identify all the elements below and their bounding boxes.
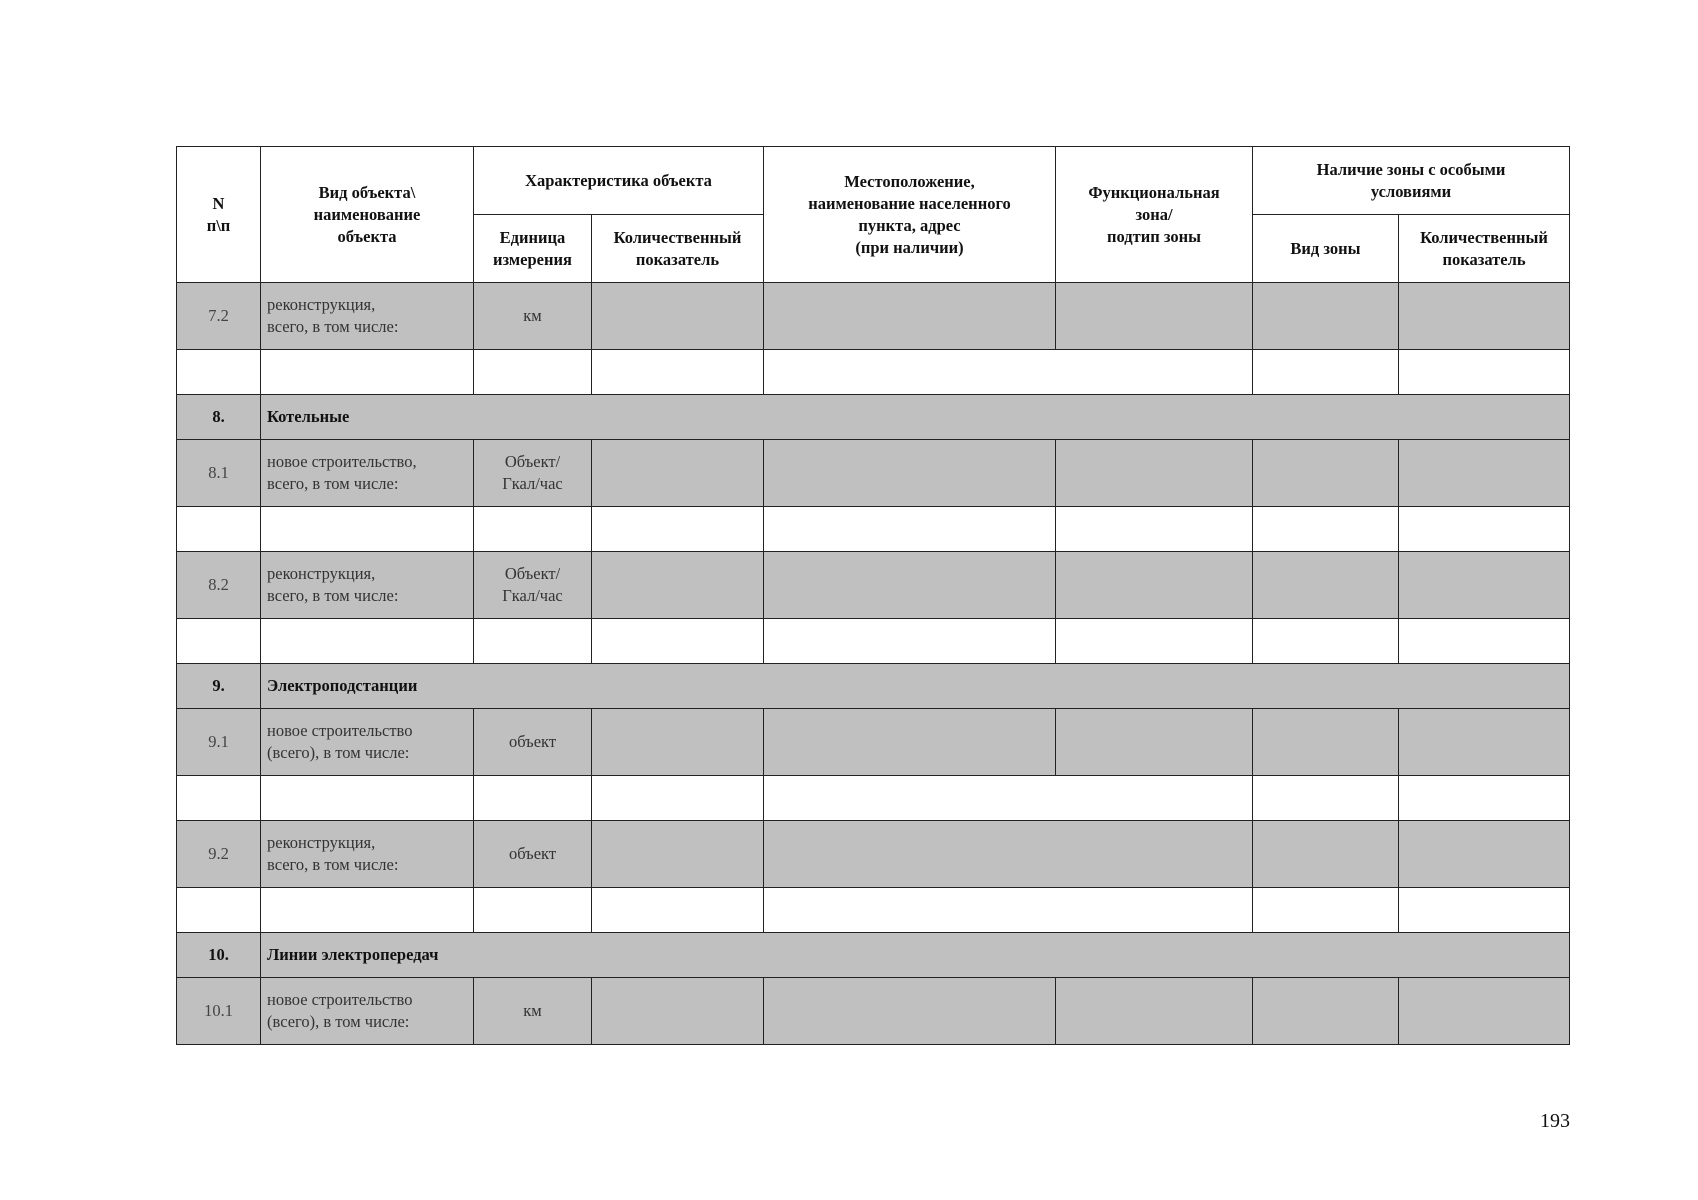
- row-name: реконструкция, всего, в том числе:: [261, 283, 474, 350]
- row-zone-quantity: [1399, 821, 1570, 888]
- row-unit: объект: [474, 709, 592, 776]
- blank-cell: [1056, 619, 1253, 664]
- row-name: новое строительство (всего), в том числе:: [261, 978, 474, 1045]
- row-zone-type: [1253, 440, 1399, 507]
- blank-cell: [592, 776, 764, 821]
- blank-cell: [1056, 507, 1253, 552]
- section-title: Линии электропередач: [261, 933, 1570, 978]
- row-quantity: [592, 552, 764, 619]
- row-location: [764, 821, 1253, 888]
- header-functional-zone: Функциональная зона/ подтип зоны: [1056, 147, 1253, 283]
- row-location: [764, 552, 1056, 619]
- row-number: 9.1: [177, 709, 261, 776]
- blank-row: [177, 507, 1570, 552]
- row-number: 7.2: [177, 283, 261, 350]
- row-name: реконструкция, всего, в том числе:: [261, 821, 474, 888]
- header-location: Местоположение, наименование населенного пункта, адрес (при наличии): [764, 147, 1056, 283]
- blank-cell: [1253, 619, 1399, 664]
- row-zone-quantity: [1399, 552, 1570, 619]
- row-location: [764, 283, 1056, 350]
- row-zone-quantity: [1399, 440, 1570, 507]
- row-name: новое строительство (всего), в том числе:: [261, 709, 474, 776]
- blank-cell: [1253, 507, 1399, 552]
- header-zone-quantity: Количественный показатель: [1399, 215, 1570, 283]
- row-number: 8.1: [177, 440, 261, 507]
- row-zone: [1056, 709, 1253, 776]
- row-quantity: [592, 283, 764, 350]
- blank-cell: [261, 350, 474, 395]
- blank-cell: [474, 776, 592, 821]
- row-location: [764, 709, 1056, 776]
- row-unit: Объект/ Гкал/час: [474, 440, 592, 507]
- row-name: новое строительство, всего, в том числе:: [261, 440, 474, 507]
- row-unit: Объект/ Гкал/час: [474, 552, 592, 619]
- section-row: [177, 933, 1570, 978]
- header-row-1: [177, 147, 1570, 215]
- blank-row: [177, 776, 1570, 821]
- section-title: Котельные: [261, 395, 1570, 440]
- row-number: 8.2: [177, 552, 261, 619]
- blank-cell: [261, 776, 474, 821]
- blank-row: [177, 619, 1570, 664]
- section-number: 9.: [177, 664, 261, 709]
- blank-cell: [261, 507, 474, 552]
- blank-cell: [592, 888, 764, 933]
- row-zone: [1056, 440, 1253, 507]
- row-zone-type: [1253, 552, 1399, 619]
- blank-cell: [1399, 350, 1570, 395]
- blank-cell: [261, 619, 474, 664]
- blank-cell: [1253, 888, 1399, 933]
- blank-cell: [764, 888, 1253, 933]
- blank-cell: [764, 619, 1056, 664]
- blank-cell: [261, 888, 474, 933]
- data-table: [176, 146, 1570, 1045]
- header-zone-type: Вид зоны: [1253, 215, 1399, 283]
- row-location: [764, 440, 1056, 507]
- blank-cell: [592, 350, 764, 395]
- table-row: [177, 821, 1570, 888]
- blank-cell: [764, 350, 1253, 395]
- blank-cell: [474, 619, 592, 664]
- row-zone-quantity: [1399, 978, 1570, 1045]
- row-zone-type: [1253, 978, 1399, 1045]
- table-row: [177, 552, 1570, 619]
- blank-cell: [474, 888, 592, 933]
- row-zone-type: [1253, 709, 1399, 776]
- blank-cell: [1399, 507, 1570, 552]
- row-zone: [1056, 552, 1253, 619]
- blank-cell: [1399, 776, 1570, 821]
- table-row: [177, 440, 1570, 507]
- table-row: [177, 978, 1570, 1045]
- page-number: 193: [1540, 1110, 1570, 1132]
- row-zone-quantity: [1399, 709, 1570, 776]
- row-quantity: [592, 440, 764, 507]
- header-number: N п\п: [177, 147, 261, 283]
- blank-cell: [764, 507, 1056, 552]
- header-object-name: Вид объекта\ наименование объекта: [261, 147, 474, 283]
- blank-row: [177, 888, 1570, 933]
- blank-cell: [592, 619, 764, 664]
- blank-cell: [1399, 619, 1570, 664]
- blank-cell: [592, 507, 764, 552]
- section-row: [177, 395, 1570, 440]
- blank-cell: [177, 350, 261, 395]
- row-unit: км: [474, 283, 592, 350]
- section-row: [177, 664, 1570, 709]
- blank-cell: [1399, 888, 1570, 933]
- row-zone-quantity: [1399, 283, 1570, 350]
- table-row: [177, 709, 1570, 776]
- row-zone: [1056, 978, 1253, 1045]
- row-unit: объект: [474, 821, 592, 888]
- blank-cell: [474, 507, 592, 552]
- row-quantity: [592, 709, 764, 776]
- blank-cell: [764, 776, 1253, 821]
- blank-row: [177, 350, 1570, 395]
- header-characteristics: Характеристика объекта: [474, 147, 764, 215]
- header-special-zone: Наличие зоны с особыми условиями: [1253, 147, 1570, 215]
- row-quantity: [592, 821, 764, 888]
- table-row: [177, 283, 1570, 350]
- blank-cell: [177, 507, 261, 552]
- row-unit: км: [474, 978, 592, 1045]
- row-zone-type: [1253, 283, 1399, 350]
- blank-cell: [177, 776, 261, 821]
- section-number: 10.: [177, 933, 261, 978]
- blank-cell: [474, 350, 592, 395]
- blank-cell: [177, 619, 261, 664]
- row-name: реконструкция, всего, в том числе:: [261, 552, 474, 619]
- row-number: 10.1: [177, 978, 261, 1045]
- blank-cell: [1253, 776, 1399, 821]
- section-number: 8.: [177, 395, 261, 440]
- row-location: [764, 978, 1056, 1045]
- header-quantity: Количественный показатель: [592, 215, 764, 283]
- row-number: 9.2: [177, 821, 261, 888]
- row-quantity: [592, 978, 764, 1045]
- blank-cell: [1253, 350, 1399, 395]
- section-title: Электроподстанции: [261, 664, 1570, 709]
- row-zone: [1056, 283, 1253, 350]
- header-unit: Единица измерения: [474, 215, 592, 283]
- blank-cell: [177, 888, 261, 933]
- row-zone-type: [1253, 821, 1399, 888]
